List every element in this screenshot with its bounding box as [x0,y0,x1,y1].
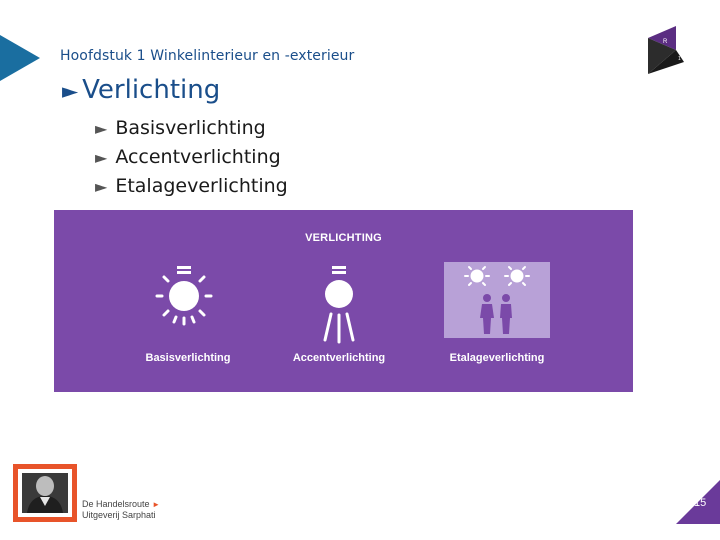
corner-letter-number: 1 [678,56,681,62]
category-label-etalage: Etalageverlichting [449,352,545,364]
publisher-logo [13,464,77,522]
category-label-accent: Accentverlichting [292,352,386,364]
publisher-name [82,499,160,509]
figure-title: VERLICHTING [305,232,382,244]
shop-window-icon [444,262,550,338]
chapter-tab-marker [0,35,40,81]
window-lights-people-icon [444,262,550,338]
bullet-item [95,172,288,201]
bullet-marker-icon: ► [95,119,108,138]
chapter-title: Hoofdstuk 1 Winkelinterieur en -exterieur [60,48,355,64]
publisher-arrow-icon: ► [152,500,160,509]
page-title [62,75,220,105]
bullet-marker-icon: ► [95,177,108,196]
bullet-item [95,143,288,172]
lighting-figure [54,210,633,392]
bullet-text: Accentverlichting [115,146,281,168]
page-title-text: Verlichting [82,75,221,105]
page-number: 15 [694,497,707,509]
corner-letter-r: R [663,39,668,45]
bullet-item [95,114,288,143]
bullet-marker-icon: ► [95,148,108,167]
spotlight-bulb-icon [314,262,364,346]
corner-logo [648,26,684,76]
publisher-imprint: Uitgeverij Sarphati [82,510,156,520]
bullet-text: Etalageverlichting [115,175,288,197]
category-label-basis: Basisverlichting [145,352,231,364]
heading-marker-icon: ► [62,79,79,103]
bullet-list [95,114,288,201]
bulb-rays-icon [154,262,214,330]
publisher-line1: De Handelsroute [82,499,150,509]
bullet-text: Basisverlichting [115,117,266,139]
